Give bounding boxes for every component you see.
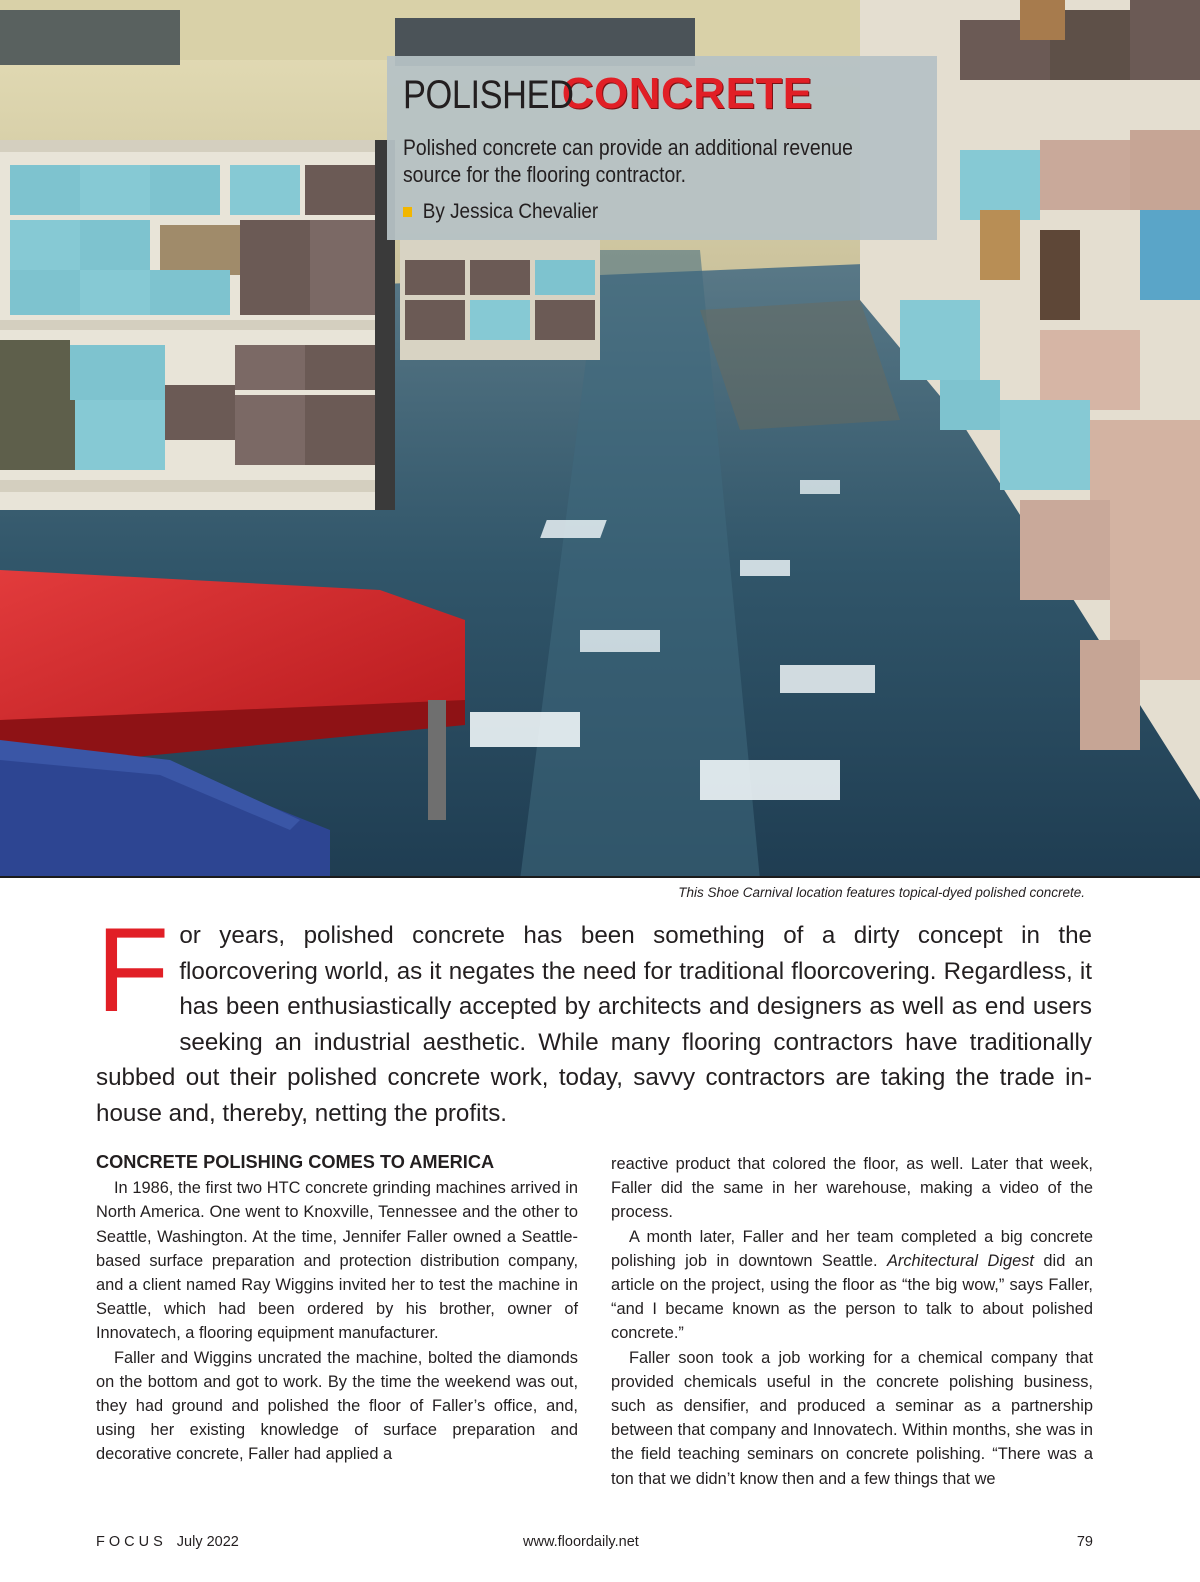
lead-text: or years, polished concrete has been something of a dirty concept in the floorcovering world, as it negates the need for traditional floorcovering. Regardless, it has been enthusiastically accepted by architects and designers as well as end users seeking an industrial aesthetic. While many flooring contractors have traditionally subbed out their polished concrete work, today, savvy contractors are taking the trade in-house and, thereby, netting the profits.: [96, 922, 1092, 1127]
byline: [403, 200, 867, 224]
byline-text: By Jessica Chevalier: [422, 200, 599, 223]
body-text: did an article on the project, using the floor as “the big wow,” says Faller, “and I became known as the person to talk to about polished concrete.”: [611, 1251, 1093, 1343]
body-paragraph: [611, 1225, 1093, 1346]
footer-url[interactable]: www.floordaily.net: [523, 1534, 639, 1550]
page-number: 79: [1076, 1534, 1093, 1550]
footer-date: July 2022: [176, 1534, 239, 1550]
footer-brand: FOCUS: [96, 1534, 167, 1550]
photo-caption: This Shoe Carnival location features topical-dyed polished concrete.: [678, 885, 1085, 900]
subtitle: Polished concrete can provide an additional revenue source for the flooring contractor.: [403, 135, 853, 187]
section-heading: CONCRETE POLISHING COMES TO AMERICA: [96, 1152, 495, 1172]
lead-paragraph: [96, 903, 1092, 1132]
title-panel: [387, 56, 937, 240]
drop-cap: F: [96, 903, 170, 1037]
left-column: [96, 1150, 578, 1467]
footer-issue: [96, 1534, 239, 1550]
square-bullet-icon: [403, 207, 412, 217]
body-paragraph: Faller soon took a job working for a chemical company that provided chemicals useful in the concrete polishing business, such as densifier, and produced a seminar as a partnership between that company and Innovatech. Within months, she was in the field teaching seminars on concrete polishing. “There was a ton that we didn’t know then and a few things that we: [611, 1348, 1093, 1488]
headline-light: POLISHED: [403, 73, 574, 117]
body-text: A month later, Faller and her team completed a big concrete polishing job in downtown Seattle.: [611, 1227, 1093, 1270]
headline-bold: CONCRETE: [561, 69, 813, 118]
body-paragraph: reactive product that colored the floor, as well. Later that week, Faller did the same in her warehouse, making a video of the process.: [611, 1155, 1093, 1222]
right-column: [611, 1152, 1093, 1491]
body-paragraph: Faller and Wiggins uncrated the machine, bolted the diamonds on the bottom and got to work. By the time the weekend was out, they had ground and polished the floor of Faller’s office, and, using her existing knowledge of surface preparation and decorative concrete, Faller had applied a: [96, 1348, 578, 1464]
headline: [403, 69, 919, 118]
body-paragraph: In 1986, the first two HTC concrete grinding machines arrived in North America. One went to Knoxville, Tennessee and the other to Seattle, Washington. At the time, Jennifer Faller owned a Seattle-based surface preparation and protection distribution company, and a client named Ray Wiggins invited her to test the machine in Seattle, which had been ordered by his brother, owner of Innovatech, a flooring equipment manufacturer.: [96, 1179, 578, 1343]
publication-name: Architectural Digest: [886, 1251, 1034, 1270]
